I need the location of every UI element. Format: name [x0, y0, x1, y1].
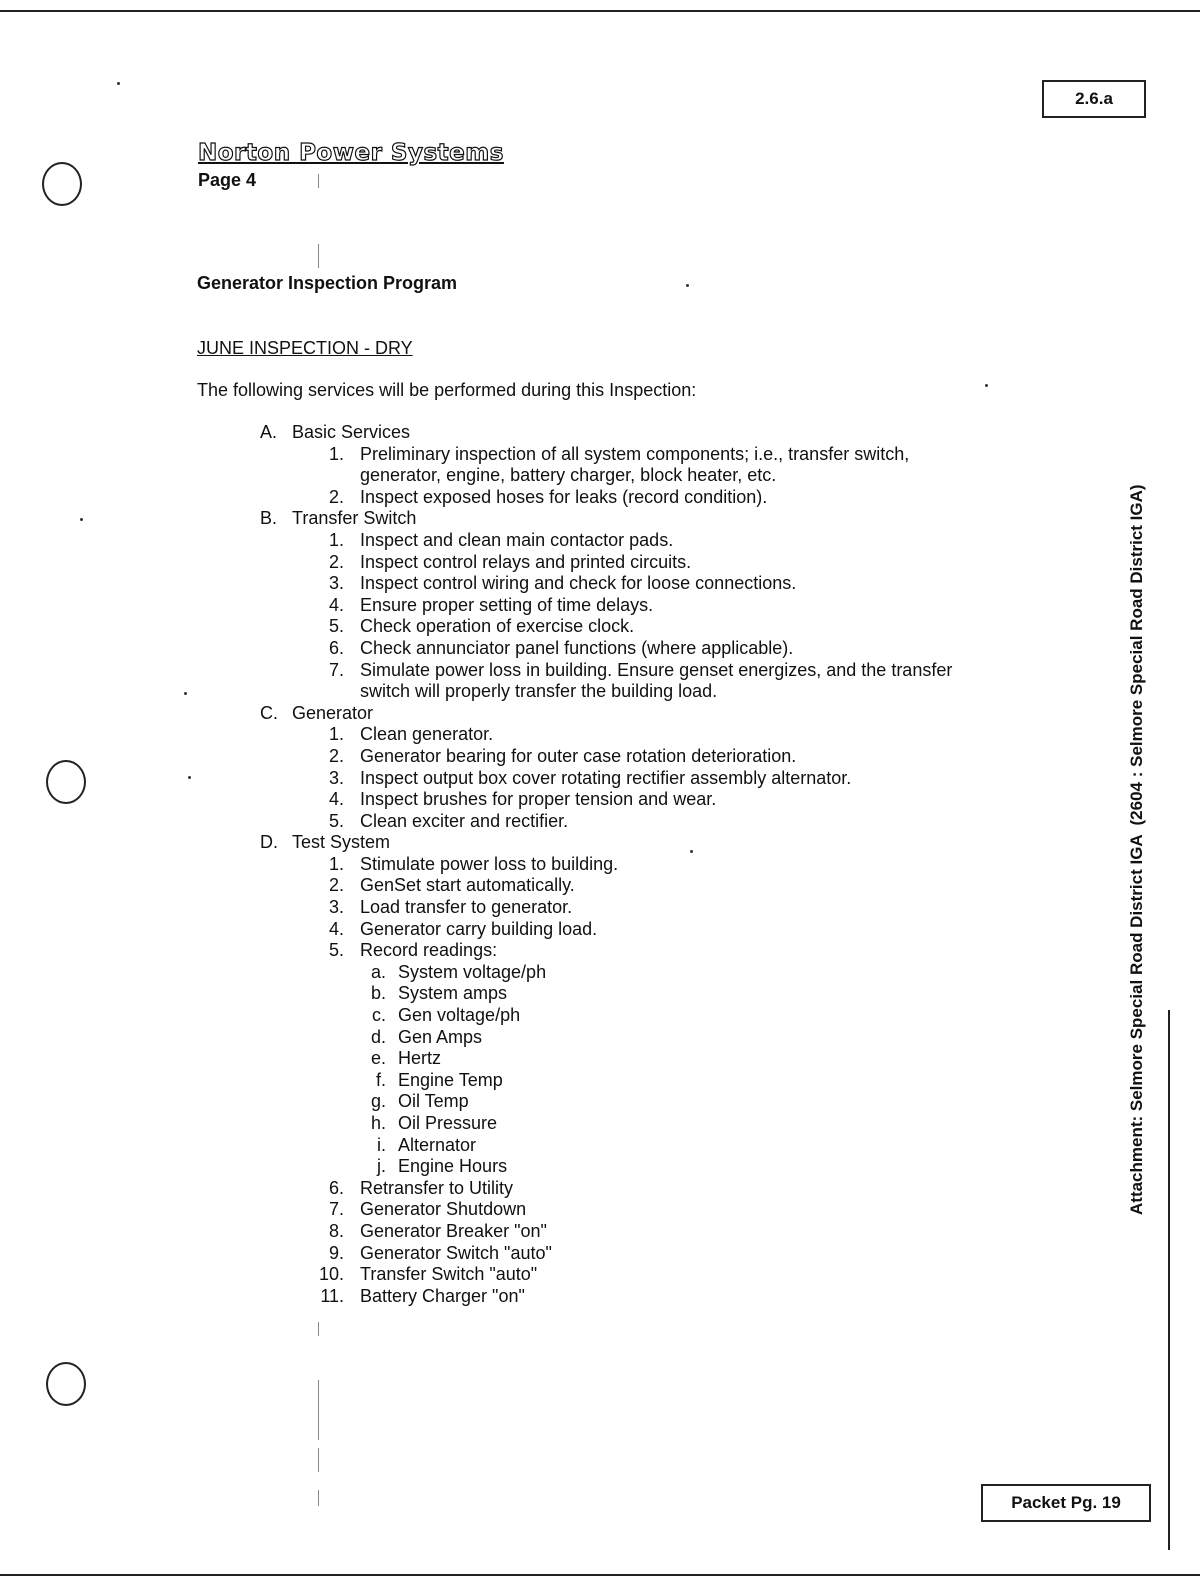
reading-item — [0, 1070, 1100, 1092]
inspection-list — [0, 422, 1100, 1307]
item-text: Generator Switch "auto" — [360, 1242, 552, 1263]
reading-item — [0, 962, 1100, 984]
list-item — [0, 595, 1100, 617]
list-item — [0, 897, 1100, 919]
reading-text: Gen Amps — [398, 1026, 483, 1047]
reading-letter: f. — [375, 1069, 386, 1090]
section-heading-text: Basic Services — [292, 422, 411, 442]
section-heading — [0, 832, 1100, 854]
scan-edge-top — [0, 10, 1200, 12]
item-text: Clean exciter and rectifier. — [360, 810, 569, 831]
section-letter: A. — [260, 422, 278, 442]
scan-speck — [117, 82, 120, 85]
item-text: Inspect control relays and printed circuits. — [360, 551, 692, 572]
scan-mark — [318, 1490, 319, 1506]
list-item — [0, 724, 1100, 746]
item-text: Inspect control wiring and check for loose connections. — [360, 573, 797, 594]
item-number: 2. — [328, 875, 344, 896]
list-item — [0, 681, 1100, 703]
list-item — [0, 854, 1100, 876]
scan-edge-right — [1168, 1010, 1170, 1550]
item-text: Check operation of exercise clock. — [360, 616, 635, 637]
packet-page-label: Packet Pg. 19 — [1011, 1493, 1121, 1512]
item-text: Generator Breaker "on" — [360, 1220, 547, 1241]
scan-speck — [985, 384, 988, 387]
item-number: 1. — [328, 529, 344, 550]
item-text: Inspect brushes for proper tension and wear. — [360, 789, 717, 810]
list-item — [0, 616, 1100, 638]
reading-text: Oil Temp — [398, 1091, 469, 1112]
reading-item — [0, 1048, 1100, 1070]
reading-text: System amps — [398, 983, 508, 1004]
list-item — [0, 530, 1100, 552]
list-item — [0, 1221, 1100, 1243]
packet-page-box — [981, 1484, 1151, 1522]
item-text: Generator carry building load. — [360, 918, 598, 939]
attachment-tag-text: 2.6.a — [1075, 89, 1113, 108]
item-text: Clean generator. — [360, 724, 494, 745]
program-title: Generator Inspection Program — [197, 273, 458, 293]
section-heading — [0, 508, 1100, 530]
item-text: Transfer Switch "auto" — [360, 1264, 538, 1285]
item-number: 7. — [328, 1199, 344, 1220]
item-number: 7. — [328, 659, 344, 680]
item-number: 3. — [328, 767, 344, 788]
reading-item — [0, 1091, 1100, 1113]
item-number: 9. — [328, 1242, 344, 1263]
item-text: Inspect exposed hoses for leaks (record condition). — [360, 486, 768, 507]
reading-item — [0, 1005, 1100, 1027]
item-number: 6. — [328, 1177, 344, 1198]
item-number: 2. — [328, 745, 344, 766]
reading-item — [0, 983, 1100, 1005]
reading-item — [0, 1027, 1100, 1049]
reading-letter: e. — [370, 1048, 386, 1069]
scan-speck — [686, 284, 689, 287]
item-text: Simulate power loss in building. Ensure genset energizes, and the transfer — [360, 659, 953, 680]
item-text: Record readings: — [360, 940, 498, 961]
item-text: Load transfer to generator. — [360, 897, 573, 918]
item-number: 5. — [328, 616, 344, 637]
reading-letter: i. — [377, 1134, 386, 1155]
item-text: Inspect output box cover rotating rectifier assembly alternator. — [360, 767, 852, 788]
reading-item — [0, 1156, 1100, 1178]
page-label: Page 4 — [198, 170, 257, 190]
section-heading — [0, 422, 1100, 444]
item-text: Preliminary inspection of all system components; i.e., transfer switch, — [360, 443, 910, 464]
item-number: 2. — [328, 551, 344, 572]
reading-text: Oil Pressure — [398, 1113, 498, 1133]
reading-text: Hertz — [398, 1048, 442, 1069]
item-number: 11. — [320, 1285, 344, 1306]
binder-hole-top — [42, 162, 82, 206]
item-number: 4. — [328, 918, 344, 939]
reading-text: System voltage/ph — [398, 961, 547, 982]
item-number: 1. — [328, 853, 344, 874]
reading-text: Engine Temp — [398, 1069, 503, 1090]
reading-item — [0, 1113, 1100, 1135]
scan-mark — [318, 1380, 319, 1440]
section-letter: B. — [260, 508, 278, 529]
item-number: 5. — [328, 940, 344, 961]
list-item — [0, 1243, 1100, 1265]
attachment-sidebar: Attachment: Selmore Special Road District IGA (2604 : Selmore Special Road District IGA) — [1127, 484, 1146, 1215]
item-number: 4. — [328, 789, 344, 810]
section-letter: C. — [260, 702, 278, 723]
binder-hole-bottom — [46, 1362, 86, 1406]
company-name: Norton Power Systems — [198, 140, 504, 166]
list-item — [0, 746, 1100, 768]
list-item — [0, 638, 1100, 660]
item-number: 4. — [328, 594, 344, 615]
list-item — [0, 919, 1100, 941]
reading-item — [0, 1135, 1100, 1157]
section-heading-text: Test System — [292, 832, 391, 853]
scan-mark — [318, 1448, 319, 1472]
list-item — [0, 552, 1100, 574]
list-item — [0, 1286, 1100, 1308]
item-text: Generator bearing for outer case rotation deterioration. — [360, 745, 797, 766]
item-number: 5. — [328, 810, 344, 831]
intro-text: The following services will be performed during this Inspection: — [197, 380, 697, 400]
item-number: 1. — [328, 724, 344, 745]
item-text: Battery Charger "on" — [360, 1285, 525, 1306]
item-text: switch will properly transfer the building load. — [360, 681, 718, 702]
item-number: 8. — [328, 1220, 344, 1241]
reading-text: Gen voltage/ph — [398, 1005, 521, 1026]
section-heading-text: Generator — [292, 702, 374, 723]
section-heading — [0, 703, 1100, 725]
attachment-tag — [1042, 80, 1146, 118]
reading-letter: j. — [377, 1156, 386, 1177]
item-text: Check annunciator panel functions (where applicable). — [360, 637, 794, 658]
item-number: 2. — [328, 486, 344, 507]
item-text: generator, engine, battery charger, block heater, etc. — [360, 465, 777, 486]
list-item — [0, 875, 1100, 897]
list-item — [0, 573, 1100, 595]
list-item — [0, 1178, 1100, 1200]
list-item — [0, 660, 1100, 682]
reading-text: Engine Hours — [398, 1156, 508, 1177]
item-number: 3. — [328, 897, 344, 918]
reading-text: Alternator — [398, 1134, 477, 1155]
item-number: 1. — [328, 443, 344, 464]
item-number: 10. — [318, 1264, 344, 1285]
list-item — [0, 487, 1100, 509]
scan-edge-bottom — [0, 1574, 1200, 1576]
item-text: Retransfer to Utility — [360, 1177, 514, 1198]
list-item — [0, 768, 1100, 790]
item-text: Ensure proper setting of time delays. — [360, 594, 654, 615]
item-text: Stimulate power loss to building. — [360, 853, 619, 874]
item-text: GenSet start automatically. — [360, 875, 575, 896]
reading-letter: c. — [371, 1005, 386, 1026]
list-item — [0, 465, 1100, 487]
scan-mark — [318, 244, 319, 268]
item-text: Inspect and clean main contactor pads. — [360, 529, 674, 550]
list-item — [0, 1199, 1100, 1221]
reading-letter: h. — [370, 1113, 386, 1133]
section-letter: D. — [260, 832, 278, 853]
list-item — [0, 940, 1100, 962]
list-item — [0, 811, 1100, 833]
list-item — [0, 789, 1100, 811]
section-title: JUNE INSPECTION - DRY — [197, 338, 413, 358]
reading-letter: g. — [370, 1091, 386, 1112]
reading-letter: b. — [370, 983, 386, 1004]
reading-letter: d. — [370, 1026, 386, 1047]
list-item — [0, 1264, 1100, 1286]
item-text: Generator Shutdown — [360, 1199, 527, 1220]
section-heading-text: Transfer Switch — [292, 508, 417, 529]
list-item — [0, 444, 1100, 466]
reading-letter: a. — [370, 961, 386, 982]
item-number: 6. — [328, 637, 344, 658]
scan-mark — [318, 174, 319, 188]
item-number: 3. — [328, 573, 344, 594]
scan-mark — [318, 1322, 319, 1336]
